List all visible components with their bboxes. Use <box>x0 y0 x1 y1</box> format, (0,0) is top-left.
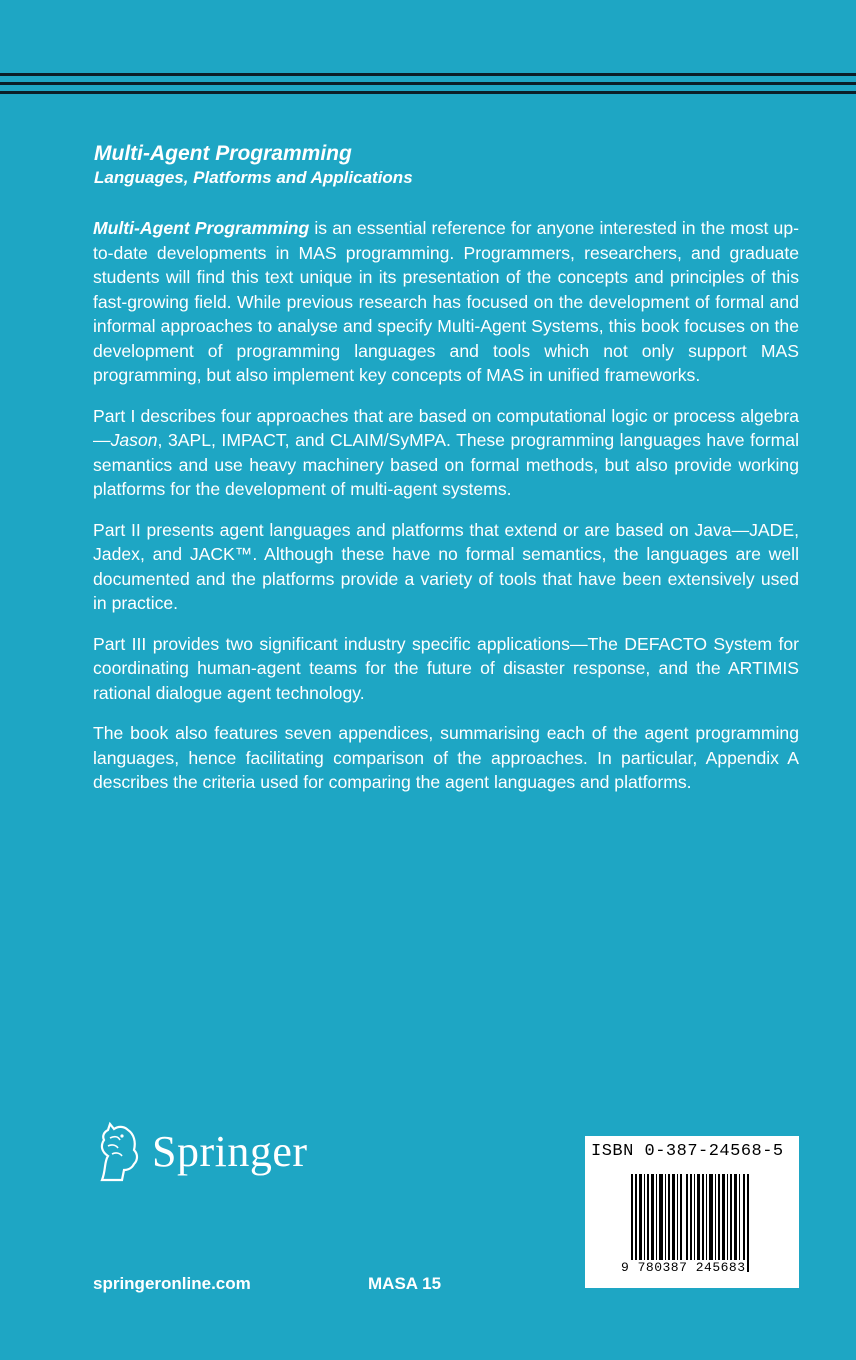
springer-wordmark: Springer <box>152 1126 308 1176</box>
paragraph-2: Part I describes four approaches that are based on computational logic or process algebra—Jason, 3APL, IMPACT, and CLAIM/SyMPA. These programming languages have formal semantics and use heavy machinery based on formal methods, but also provide working platforms for the development of multi-agent systems. <box>93 405 799 499</box>
top-rule-2 <box>0 82 856 85</box>
publisher-website: springeronline.com <box>93 1274 251 1293</box>
springer-logo <box>92 1118 308 1184</box>
top-rule-1 <box>0 73 856 76</box>
isbn-label: ISBN 0-387-24568-5 <box>591 1142 784 1161</box>
paragraph-4: Part III provides two significant industry specific applications—The DEFACTO System for coordinating human-agent teams for the future of disaster response, and the ARTIMIS rational dialogue agent technology. <box>93 633 799 703</box>
title-emphasis: Multi-Agent Programming <box>93 218 310 238</box>
paragraph-5: The book also features seven appendices, summarising each of the agent programming languages, hence facilitating comparison of the approaches. In particular, Appendix A describes the criteria used for comparing the agent languages and platforms. <box>93 723 799 792</box>
jason-emphasis: Jason <box>110 430 158 450</box>
paragraph-3: Part II presents agent languages and platforms that extend or are based on Java—JADE, Jadex, and JACK™. Although these have no formal semantics, the languages are well documented and the platforms provide a variety of tools that have been extensively used in practice. <box>93 519 799 613</box>
top-rule-3 <box>0 91 856 94</box>
paragraph-1: Multi-Agent Programming is an essential reference for anyone interested in the most up-to-date developments in MAS programming. Programmers, researchers, and graduate students will find this text unique in its presentation of the concepts and principles of this fast-growing field. While previous research has focused on the development of formal and informal approaches to analyse and specify Multi-Agent Systems, this book focuses on the development of programming languages and tools which not only support MAS programming, but also implement key concepts of MAS in unified frameworks. <box>93 218 799 385</box>
book-title: Multi-Agent Programming <box>94 142 352 165</box>
barcode-panel <box>585 1136 799 1288</box>
series-code: MASA 15 <box>368 1274 442 1293</box>
barcode-bars <box>631 1174 751 1272</box>
description <box>93 216 799 811</box>
springer-horse-icon <box>92 1118 144 1184</box>
barcode-digits: 9 780387 245683 <box>621 1260 746 1275</box>
book-subtitle: Languages, Platforms and Applications <box>94 168 413 187</box>
